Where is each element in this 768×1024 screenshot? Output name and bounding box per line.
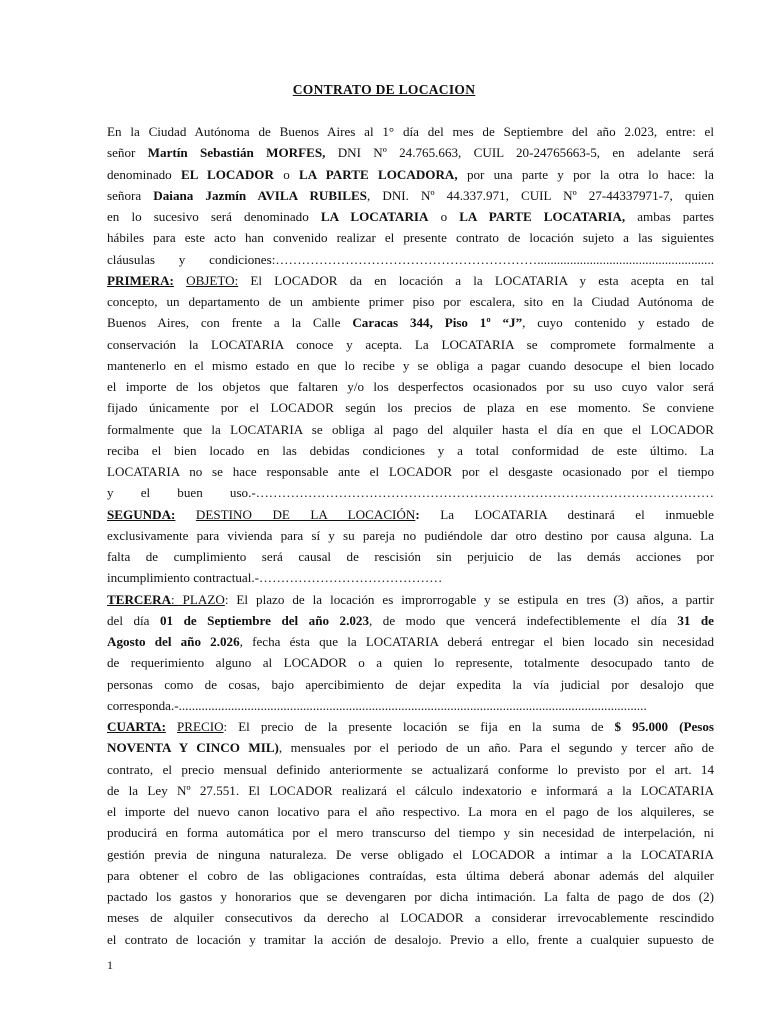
text-segment: , fecha ésta que la LOCATARIA deberá entregar el bien locado sin necesidad — [239, 634, 714, 649]
text-segment: , de modo que vencerá indefectiblemente el día — [369, 612, 678, 628]
text-segment: hábiles para este acto han convenido realizar el presente contrato de locación sujeto a las siguientes — [107, 230, 714, 246]
text-line — [107, 270, 714, 291]
text-segment: OBJETO: — [186, 272, 239, 288]
text-segment: de requerimiento alguno al LOCADOR o a quien lo represente, totalmente desocupado tanto de — [107, 655, 714, 671]
text-segment: en lo sucesivo será denominado — [107, 209, 321, 224]
text-segment: LA LOCATARIA — [320, 209, 429, 224]
text-segment: el importe de los objetos que faltaren y/o los desperfectos ocasionados por su uso cuyo valor será — [107, 379, 714, 394]
text-segment: por una parte y por la otra lo hace: la — [457, 166, 714, 182]
text-line — [107, 886, 714, 907]
text-segment: producirá en forma automática por el mero transcurso del tiempo y sin necesidad de interpelación, ni — [107, 825, 714, 841]
text-segment: mantenerlo en el mismo estado en que lo recibe y se obliga a pagar cuando desocupe el bien locado — [107, 357, 714, 373]
text-line — [107, 610, 714, 631]
text-line — [107, 206, 714, 227]
text-line — [107, 355, 714, 376]
text-line — [107, 461, 714, 482]
text-segment: de la Ley Nº 27.551. El LOCADOR realizará el cálculo indexatorio e informará a la LOCATARIA — [107, 782, 714, 798]
text-segment: gestión previa de ninguna naturaleza. De verse obligado el LOCADOR a intimar a la LOCATARIA — [107, 846, 714, 862]
text-segment: o — [428, 209, 460, 224]
text-line — [107, 652, 714, 673]
text-segment: La LOCATARIA destinará el inmueble — [419, 506, 714, 522]
text-line — [107, 419, 714, 440]
text-segment: , DNI. Nº 44.337.971, CUIL Nº 27-44337971-7, quien — [366, 187, 714, 203]
text-line — [107, 780, 714, 801]
text-segment: El LOCADOR da en locación a la LOCATARIA y esta acepta en tal — [238, 272, 714, 288]
text-segment: LOCATARIA no se hace responsable ante el LOCADOR por el desgaste ocasionado por el tiempo — [107, 464, 714, 479]
document-body — [107, 121, 714, 950]
text-segment: incumplimiento contractual.-…………………………………… — [107, 570, 443, 586]
text-line — [107, 695, 714, 716]
text-segment: o — [273, 166, 300, 182]
text-segment: 31 de — [677, 612, 714, 628]
text-line — [107, 164, 714, 185]
text-line — [107, 865, 714, 886]
text-line — [107, 929, 714, 950]
text-segment: señor — [107, 145, 148, 161]
text-segment: meses de alquiler consecutivos da derecho al LOCADOR a considerar irrevocablemente rescindido — [107, 910, 714, 926]
text-segment: $ 95.000 (Pesos — [614, 719, 714, 734]
text-line — [107, 397, 714, 418]
text-segment: DESTINO DE LA LOCACIÓN — [195, 506, 416, 522]
text-segment: fijado únicamente por el LOCADOR según los precios de plaza en ese momento. Se conviene — [107, 400, 714, 416]
text-segment: y el buen uso.-…………………………………………………………………………………………… — [107, 485, 714, 501]
text-segment: EL LOCADOR — [181, 166, 274, 182]
text-line — [107, 142, 714, 163]
text-segment: Agosto del año 2.026 — [107, 634, 240, 649]
text-segment: En la Ciudad Autónoma de Buenos Aires al 1° día del mes de Septiembre del año 2.023, entre: el — [107, 124, 714, 139]
text-line — [107, 504, 714, 525]
text-line — [107, 440, 714, 461]
text-segment: , cuyo contenido y estado de — [522, 315, 714, 331]
text-segment: falta de cumplimiento será causal de rescisión sin perjuicio de las demás acciones por — [107, 549, 714, 564]
text-line — [107, 737, 714, 758]
text-segment: : PLAZO — [171, 591, 225, 607]
text-line — [107, 801, 714, 822]
page-number: 1 — [107, 958, 113, 972]
text-line — [107, 312, 714, 333]
text-line — [107, 185, 714, 206]
text-segment: pactado los gastos y honorarios que se devengaren por dicha intimación. La falta de pago de dos (2) — [107, 889, 714, 904]
text-segment: Buenos Aires, con frente a la Calle — [107, 315, 353, 331]
text-line — [107, 334, 714, 355]
text-line — [107, 674, 714, 695]
text-segment — [175, 507, 196, 522]
document-title: CONTRATO DE LOCACION — [292, 82, 476, 97]
text-segment: : — [415, 506, 420, 522]
text-segment: el contrato de locación y tramitar la acción de desalojo. Previo a ello, frente a cualquier supuesto de — [107, 931, 714, 947]
text-line — [107, 546, 714, 567]
text-line — [107, 376, 714, 397]
text-line — [107, 482, 714, 503]
text-segment: LA PARTE LOCATARIA, — [459, 209, 626, 224]
text-segment — [174, 273, 186, 288]
text-segment: NOVENTA Y CINCO MIL) — [107, 740, 279, 756]
text-segment: : El plazo de la locación es improrrogable y se estipula en tres (3) años, a partir — [224, 591, 714, 607]
text-line — [107, 631, 714, 652]
text-segment: exclusivamente para vivienda para sí y su pareja no pudiéndole dar otro destino por causa alguna. La — [107, 527, 714, 543]
text-line — [107, 567, 714, 588]
text-segment: SEGUNDA: — [107, 506, 176, 522]
text-segment: conservación la LOCATARIA conoce y acepta. La LOCATARIA se compromete formalmente a — [107, 336, 714, 352]
text-segment: para obtener el cobro de las obligaciones contraídas, esta última deberá abonar además del alquiler — [107, 867, 714, 883]
text-line — [107, 759, 714, 780]
text-line — [107, 907, 714, 928]
text-segment: ambas partes — [625, 209, 714, 224]
text-segment: LA PARTE LOCADORA, — [299, 166, 458, 182]
text-segment: DNI Nº 24.765.663, CUIL 20-24765663-5, en adelante será — [325, 145, 714, 161]
text-segment: TERCERA — [107, 591, 172, 607]
text-line — [107, 121, 714, 142]
text-segment: : El precio de la presente locación se fija en la suma de — [223, 719, 615, 734]
text-segment: , mensuales por el periodo de un año. Para el segundo y tercer año de — [278, 740, 714, 756]
text-segment: señora — [107, 187, 154, 203]
text-segment: el importe del nuevo canon locativo para el año respectivo. La mora en el pago de los alquileres, se — [107, 804, 714, 819]
text-segment: Caracas 344, Piso 1º “J” — [352, 315, 523, 331]
text-segment: formalmente que la LOCATARIA se obliga al pago del alquiler hasta el día en que el LOCADOR — [107, 421, 714, 437]
text-segment: concepto, un departamento de un ambiente primer piso por escalera, sito en la Ciudad Autónoma de — [107, 294, 714, 309]
text-segment: contrato, el precio mensual definido anteriormente se actualizará conforme lo previsto por el art. 14 — [107, 761, 714, 777]
text-segment: 01 de Septiembre del año 2.023 — [160, 612, 370, 628]
text-segment: reciba el bien locado en las debidas condiciones y a total conformidad de este último. La — [107, 442, 714, 458]
text-segment: Daiana Jazmín AVILA RUBILES — [153, 187, 367, 203]
text-line — [107, 525, 714, 546]
text-segment: corresponda.-............................................................................................................................................... — [107, 697, 647, 713]
text-segment: denominado — [107, 166, 181, 182]
text-segment: PRIMERA: — [107, 272, 174, 288]
text-line — [107, 589, 714, 610]
text-segment: cláusulas y condiciones:……………………………………………………...................................................... — [107, 251, 714, 267]
text-line — [107, 291, 714, 312]
text-segment: del día — [107, 612, 160, 628]
text-segment: personas como de cosas, bajo apercibimiento de dejar expedita la vía judicial por desalojo que — [107, 676, 714, 692]
text-line — [107, 716, 714, 737]
text-line — [107, 227, 714, 248]
text-line — [107, 844, 714, 865]
text-line — [107, 822, 714, 843]
text-line — [107, 249, 714, 270]
text-segment: PRECIO — [176, 719, 224, 734]
text-segment: CUARTA: — [107, 719, 166, 734]
text-segment: Martín Sebastián MORFES, — [147, 145, 326, 161]
text-segment — [166, 719, 177, 734]
